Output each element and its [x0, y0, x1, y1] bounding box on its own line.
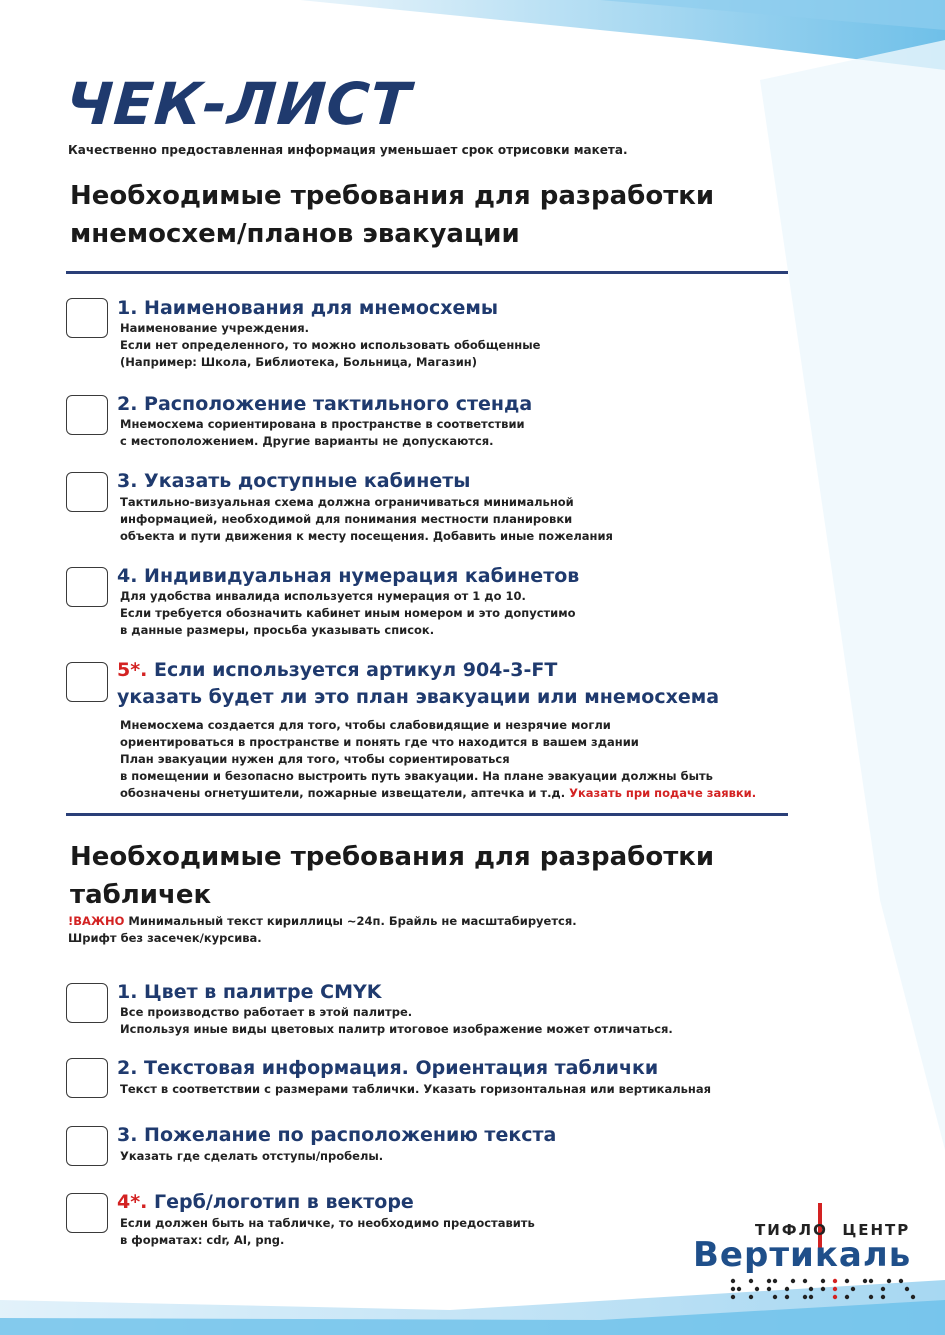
- desc-line: Если должен быть на табличке, то необходимо предоставить: [120, 1216, 535, 1230]
- required-marker: 4*.: [117, 1191, 148, 1213]
- desc-line: объекта и пути движения к месту посещения. Добавить иные пожелания: [120, 529, 613, 543]
- desc-line: Для удобства инвалида используется нумерация от 1 до 10.: [120, 589, 526, 603]
- plate-item-4-title-text: Герб/логотип в векторе: [147, 1191, 414, 1213]
- checkbox-item-2[interactable]: [66, 395, 108, 435]
- desc-line: в форматах: cdr, AI, png.: [120, 1233, 285, 1247]
- desc-line: Мнемосхема создается для того, чтобы слабовидящие и незрячие могли: [120, 718, 611, 732]
- important-note: [68, 913, 577, 947]
- plate-item-3-title: 3. Пожелание по расположению текста: [117, 1124, 557, 1146]
- item-1-description: [120, 320, 540, 371]
- submit-note: Указать при подаче заявки.: [569, 786, 757, 800]
- checkbox-item-3[interactable]: [66, 472, 108, 512]
- item-5-title-line2: указать будет ли это план эвакуации или мнемосхема: [117, 686, 720, 708]
- item-1-title: 1. Наименования для мнемосхемы: [117, 297, 499, 319]
- checkbox-plate-item-4[interactable]: [66, 1193, 108, 1233]
- section1-heading-line1: Необходимые требования для разработки: [70, 181, 715, 211]
- section2-heading: [70, 838, 714, 914]
- item-4-title: 4. Индивидуальная нумерация кабинетов: [117, 565, 580, 587]
- logo-word-right: ЦЕНТР: [842, 1221, 911, 1239]
- section1-heading-line2: мнемосхем/планов эвакуации: [70, 219, 520, 249]
- item-5-title-text: Если используется артикул 904-3-FT: [147, 659, 558, 681]
- plate-item-4-description: [120, 1215, 535, 1249]
- section2-heading-line2: табличек: [70, 880, 212, 910]
- desc-line: (Например: Школа, Библиотека, Больница, Магазин): [120, 355, 477, 369]
- desc-line: ориентироваться в пространстве и понять где что находится в вашем здании: [120, 735, 639, 749]
- item-5-title-line1: [117, 659, 557, 681]
- desc-line: Используя иные виды цветовых палитр итоговое изображение может отличаться.: [120, 1022, 673, 1036]
- desc-line: [120, 785, 756, 802]
- desc-line: в помещении и безопасно выстроить путь эвакуации. На плане эвакуации должны быть: [120, 769, 713, 783]
- plate-item-1-description: [120, 1004, 673, 1038]
- company-logo: [693, 1197, 923, 1307]
- item-3-description: [120, 494, 613, 545]
- section1-heading: [70, 177, 714, 253]
- desc-line: Мнемосхема сориентирована в пространстве в соответствии: [120, 417, 525, 431]
- desc-line: Если требуется обозначить кабинет иным номером и это допустимо: [120, 606, 576, 620]
- plate-item-4-title: [117, 1191, 414, 1213]
- plate-item-1-title: 1. Цвет в палитре CMYK: [117, 981, 382, 1003]
- desc-line: с местоположением. Другие варианты не допускаются.: [120, 434, 494, 448]
- section2-heading-line1: Необходимые требования для разработки: [70, 842, 715, 872]
- plate-item-3-description: [120, 1148, 383, 1165]
- desc-line: Если нет определенного, то можно использовать обобщенные: [120, 338, 541, 352]
- logo-main-text: Вертикаль: [693, 1235, 912, 1275]
- desc-text: обозначены огнетушители, пожарные извещатели, аптечка и т.д.: [120, 786, 570, 800]
- checkbox-item-1[interactable]: [66, 298, 108, 338]
- item-4-description: [120, 588, 576, 639]
- page-subtitle: Качественно предоставленная информация уменьшает срок отрисовки макета.: [68, 143, 628, 157]
- braille-dots-icon: [729, 1277, 919, 1301]
- desc-line: Указать где сделать отступы/пробелы.: [120, 1149, 384, 1163]
- checkbox-item-5[interactable]: [66, 662, 108, 702]
- plate-item-2-title: 2. Текстовая информация. Ориентация таблички: [117, 1057, 659, 1079]
- required-marker: 5*.: [117, 659, 148, 681]
- desc-line: Все производство работает в этой палитре.: [120, 1005, 413, 1019]
- logo-word-left: ТИФЛО: [755, 1221, 828, 1239]
- desc-line: План эвакуации нужен для того, чтобы сориентироваться: [120, 752, 510, 766]
- item-2-description: [120, 416, 525, 450]
- section2-divider: [66, 813, 788, 816]
- item-5-description: [120, 717, 756, 802]
- important-label: !ВАЖНО: [68, 914, 125, 928]
- checkbox-plate-item-1[interactable]: [66, 983, 108, 1023]
- section1-divider: [66, 271, 788, 274]
- desc-line: информацией, необходимой для понимания местности планировки: [120, 512, 573, 526]
- item-3-title: 3. Указать доступные кабинеты: [117, 470, 471, 492]
- desc-line: Наименование учреждения.: [120, 321, 310, 335]
- desc-line: Текст в соответствии с размерами таблички. Указать горизонтальная или вертикальная: [120, 1082, 712, 1096]
- desc-line: в данные размеры, просьба указывать список.: [120, 623, 435, 637]
- desc-line: Тактильно-визуальная схема должна ограничиваться минимальной: [120, 495, 574, 509]
- checkbox-plate-item-3[interactable]: [66, 1126, 108, 1166]
- note-text: Минимальный текст кириллицы ~24п. Брайль не масштабируется.: [124, 914, 577, 928]
- plate-item-2-description: [120, 1081, 711, 1098]
- page-title: ЧЕК-ЛИСТ: [63, 70, 414, 138]
- item-2-title: 2. Расположение тактильного стенда: [117, 393, 533, 415]
- note-line: [68, 913, 577, 930]
- checkbox-plate-item-2[interactable]: [66, 1058, 108, 1098]
- note-line: Шрифт без засечек/курсива.: [68, 931, 262, 945]
- checkbox-item-4[interactable]: [66, 567, 108, 607]
